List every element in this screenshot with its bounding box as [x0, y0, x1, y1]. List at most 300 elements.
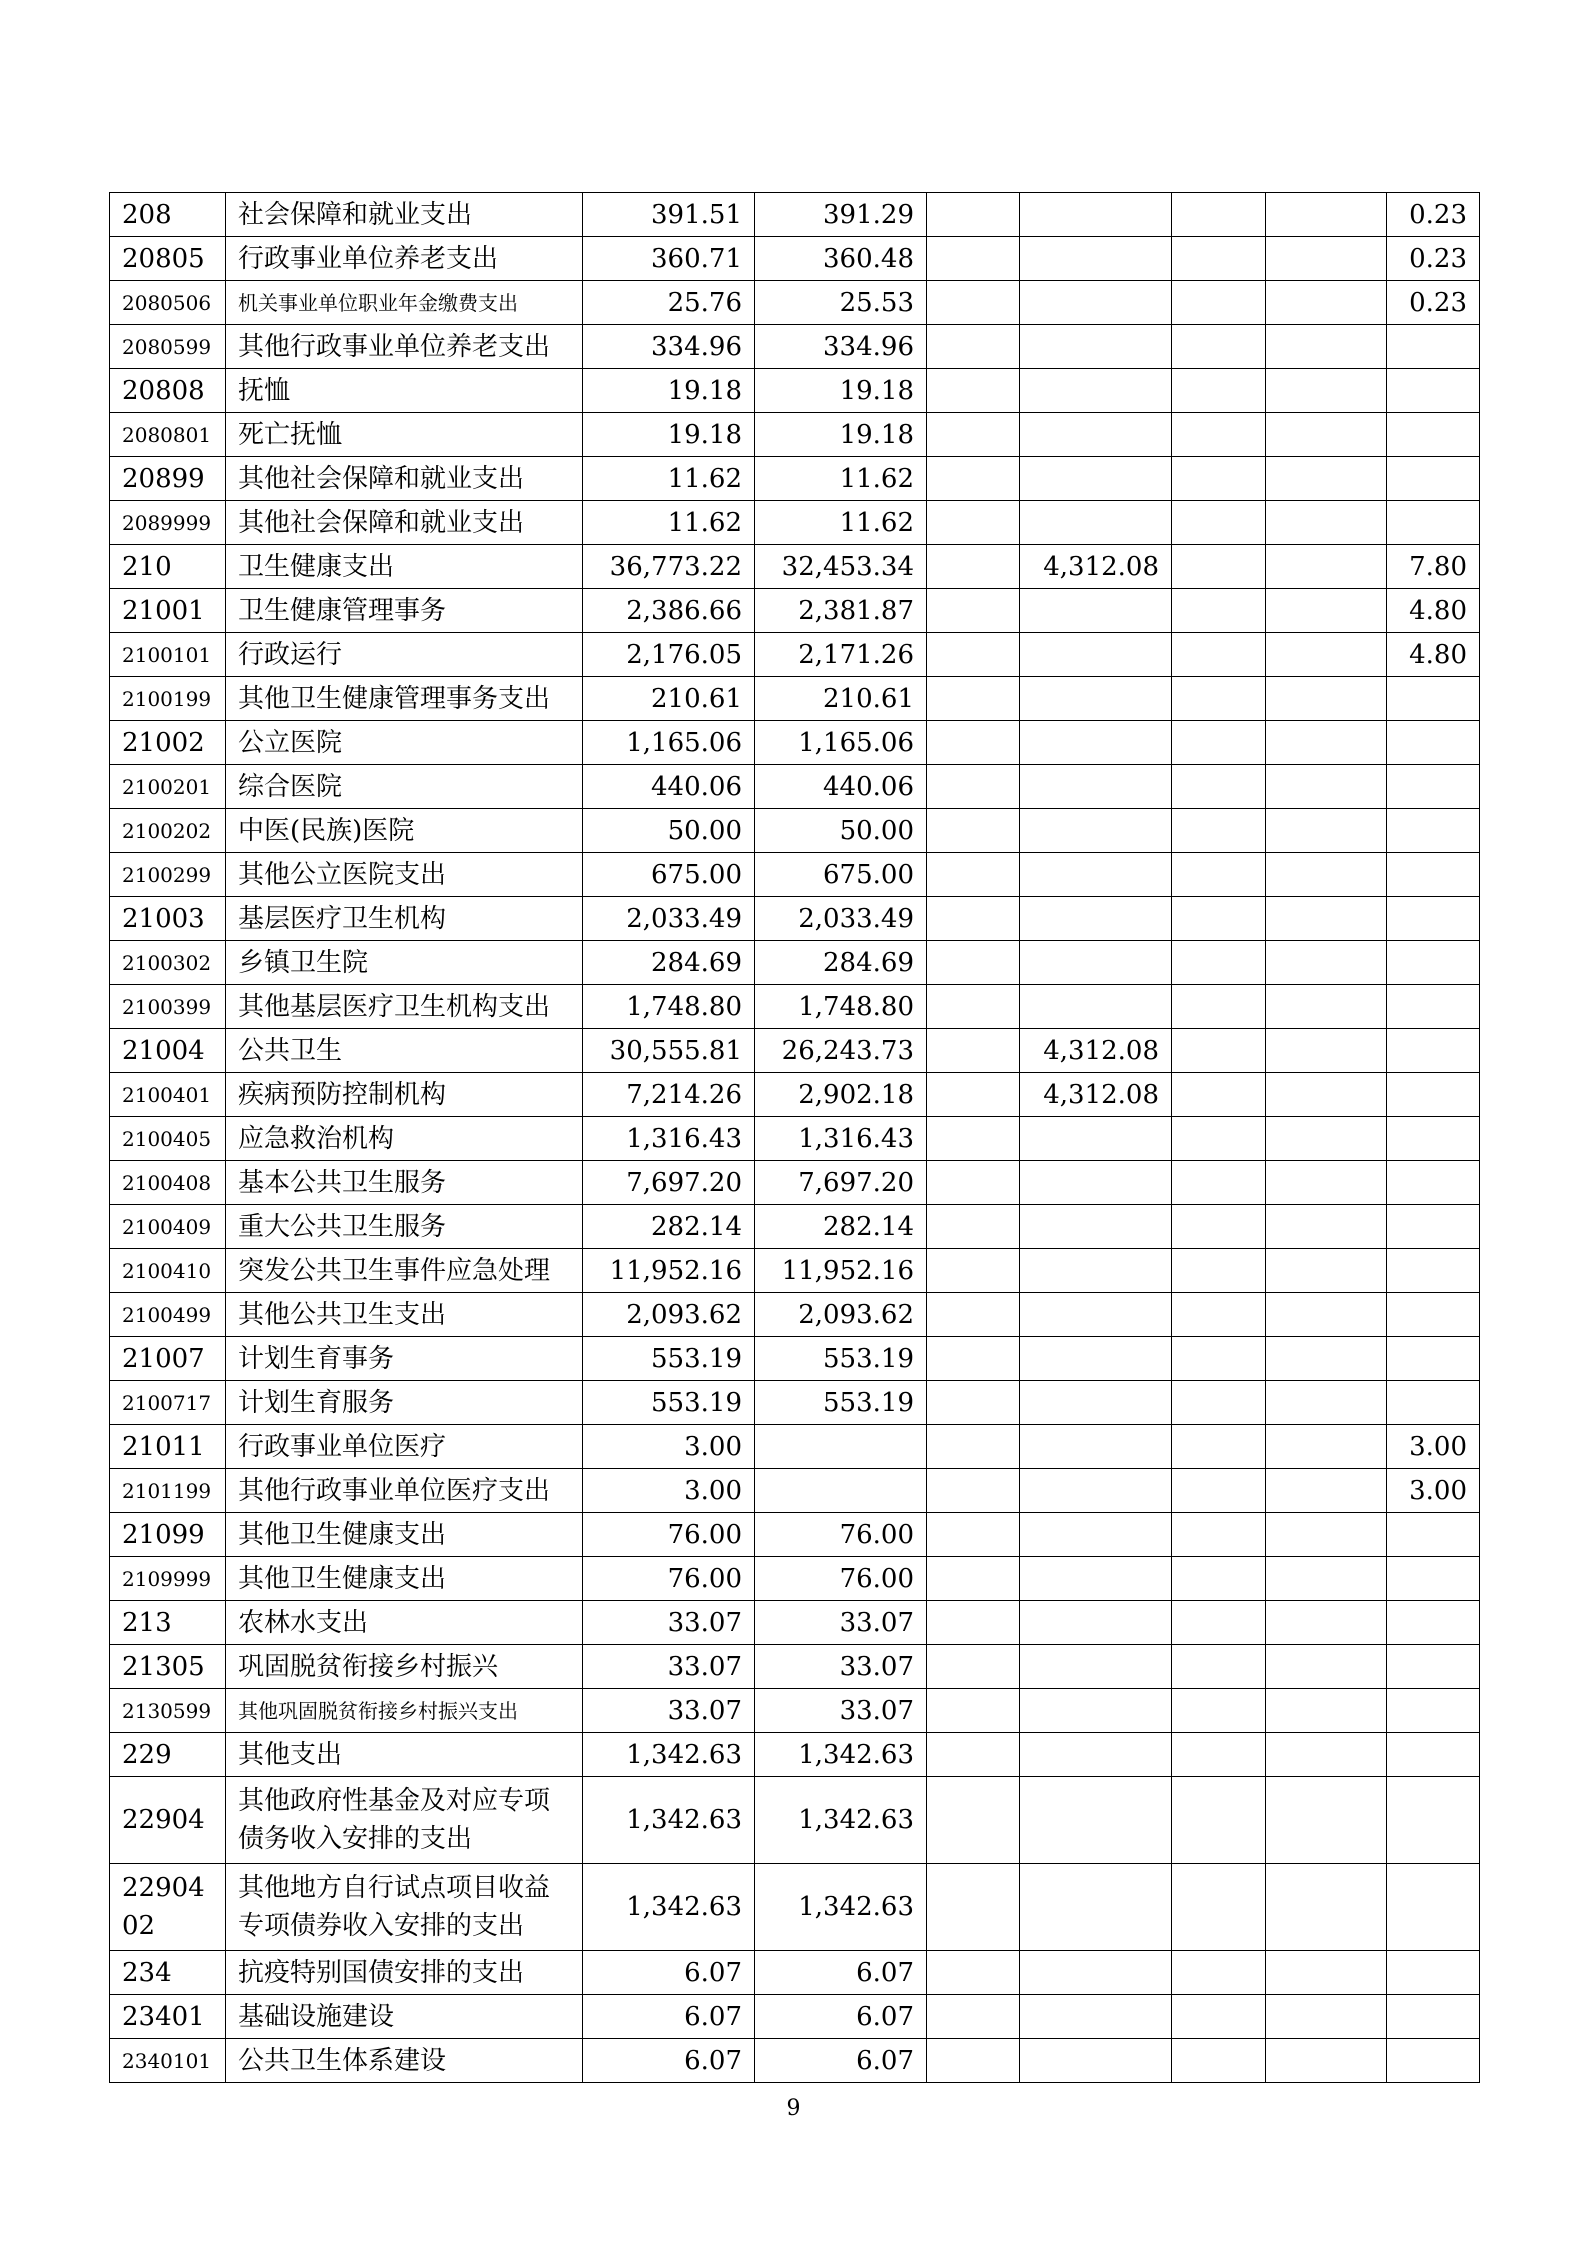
col-6-cell [1266, 1601, 1387, 1645]
col-6-cell [1266, 2039, 1387, 2083]
col-7-cell [1387, 1864, 1480, 1951]
col-6-cell [1266, 1161, 1387, 1205]
total-cell: 675.00 [583, 853, 755, 897]
total-cell: 1,342.63 [583, 1733, 755, 1777]
subject-code-cell: 21003 [110, 897, 226, 941]
col-3-cell [927, 809, 1020, 853]
col-7-cell [1387, 1733, 1480, 1777]
col-5-cell [1172, 369, 1266, 413]
col-4-cell: 4,312.08 [1020, 545, 1172, 589]
subject-code-cell: 2340101 [110, 2039, 226, 2083]
col-2-cell: 553.19 [755, 1381, 927, 1425]
col-4-cell [1020, 457, 1172, 501]
col-6-cell [1266, 1777, 1387, 1864]
total-cell: 6.07 [583, 1995, 755, 2039]
col-5-cell [1172, 853, 1266, 897]
subject-code-cell: 2089999 [110, 501, 226, 545]
subject-name-cell: 巩固脱贫衔接乡村振兴 [226, 1645, 583, 1689]
col-4-cell [1020, 1995, 1172, 2039]
subject-code-cell: 2080801 [110, 413, 226, 457]
col-4-cell [1020, 501, 1172, 545]
col-7-cell: 0.23 [1387, 193, 1480, 237]
total-cell: 1,165.06 [583, 721, 755, 765]
table-row [110, 985, 1480, 1029]
subject-code-cell [110, 1864, 226, 1951]
col-6-cell [1266, 897, 1387, 941]
col-7-cell [1387, 1513, 1480, 1557]
total-cell: 282.14 [583, 1205, 755, 1249]
subject-name-cell: 疾病预防控制机构 [226, 1073, 583, 1117]
col-5-cell [1172, 1073, 1266, 1117]
col-2-cell: 11.62 [755, 457, 927, 501]
col-7-cell [1387, 413, 1480, 457]
table-row [110, 1864, 1480, 1951]
col-4-cell [1020, 853, 1172, 897]
col-3-cell [927, 1425, 1020, 1469]
col-2-cell: 2,093.62 [755, 1293, 927, 1337]
col-5-cell [1172, 545, 1266, 589]
table-row [110, 721, 1480, 765]
col-6-cell [1266, 325, 1387, 369]
subject-code-cell: 2100408 [110, 1161, 226, 1205]
col-6-cell [1266, 281, 1387, 325]
col-4-cell [1020, 1161, 1172, 1205]
col-3-cell [927, 1381, 1020, 1425]
col-5-cell [1172, 1117, 1266, 1161]
table-row [110, 1557, 1480, 1601]
subject-name-cell: 抗疫特别国债安排的支出 [226, 1951, 583, 1995]
col-3-cell [927, 1689, 1020, 1733]
col-7-cell [1387, 809, 1480, 853]
col-7-cell [1387, 325, 1480, 369]
col-5-cell [1172, 1777, 1266, 1864]
col-3-cell [927, 1161, 1020, 1205]
subject-code-cell: 2100399 [110, 985, 226, 1029]
col-3-cell [927, 1469, 1020, 1513]
col-4-cell [1020, 1513, 1172, 1557]
table-row [110, 1425, 1480, 1469]
col-4-cell [1020, 1205, 1172, 1249]
col-6-cell [1266, 1117, 1387, 1161]
table-row [110, 501, 1480, 545]
total-cell: 3.00 [583, 1425, 755, 1469]
col-4-cell [1020, 1864, 1172, 1951]
subject-name-cell: 乡镇卫生院 [226, 941, 583, 985]
total-cell: 334.96 [583, 325, 755, 369]
table-row [110, 765, 1480, 809]
col-4-cell [1020, 677, 1172, 721]
col-6-cell [1266, 1073, 1387, 1117]
col-5-cell [1172, 281, 1266, 325]
col-3-cell [927, 853, 1020, 897]
col-7-cell: 3.00 [1387, 1469, 1480, 1513]
subject-code-cell: 2100101 [110, 633, 226, 677]
col-7-cell [1387, 941, 1480, 985]
table-row [110, 589, 1480, 633]
table-row [110, 853, 1480, 897]
col-4-cell [1020, 1951, 1172, 1995]
col-2-cell: 391.29 [755, 193, 927, 237]
subject-name-cell: 其他公共卫生支出 [226, 1293, 583, 1337]
subject-name-cell: 突发公共卫生事件应急处理 [226, 1249, 583, 1293]
col-5-cell [1172, 1161, 1266, 1205]
total-cell: 19.18 [583, 369, 755, 413]
subject-code-cell: 21007 [110, 1337, 226, 1381]
subject-code-cell: 20805 [110, 237, 226, 281]
subject-name-cell: 其他卫生健康支出 [226, 1557, 583, 1601]
total-cell: 284.69 [583, 941, 755, 985]
subject-name-cell: 其他卫生健康管理事务支出 [226, 677, 583, 721]
col-2-cell: 50.00 [755, 809, 927, 853]
subject-code-cell: 2080599 [110, 325, 226, 369]
col-6-cell [1266, 501, 1387, 545]
total-cell: 76.00 [583, 1557, 755, 1601]
table-row [110, 677, 1480, 721]
subject-code-cell: 213 [110, 1601, 226, 1645]
col-6-cell [1266, 237, 1387, 281]
total-cell: 33.07 [583, 1689, 755, 1733]
col-7-cell [1387, 1205, 1480, 1249]
col-2-cell: 2,381.87 [755, 589, 927, 633]
col-2-cell: 334.96 [755, 325, 927, 369]
col-6-cell [1266, 589, 1387, 633]
subject-name-cell: 重大公共卫生服务 [226, 1205, 583, 1249]
subject-name-cell: 行政运行 [226, 633, 583, 677]
col-3-cell [927, 1645, 1020, 1689]
col-5-cell [1172, 1995, 1266, 2039]
col-5-cell [1172, 809, 1266, 853]
col-6-cell [1266, 985, 1387, 1029]
total-cell: 2,093.62 [583, 1293, 755, 1337]
col-6-cell [1266, 1513, 1387, 1557]
col-7-cell [1387, 721, 1480, 765]
col-5-cell [1172, 589, 1266, 633]
table-row [110, 1733, 1480, 1777]
total-cell: 553.19 [583, 1381, 755, 1425]
col-7-cell [1387, 985, 1480, 1029]
col-2-cell: 33.07 [755, 1645, 927, 1689]
total-cell: 1,748.80 [583, 985, 755, 1029]
col-3-cell [927, 193, 1020, 237]
subject-code-cell: 21002 [110, 721, 226, 765]
col-4-cell: 4,312.08 [1020, 1073, 1172, 1117]
subject-code-cell: 2130599 [110, 1689, 226, 1733]
subject-code-cell: 2100199 [110, 677, 226, 721]
total-cell: 553.19 [583, 1337, 755, 1381]
table-row [110, 941, 1480, 985]
col-7-cell [1387, 457, 1480, 501]
col-5-cell [1172, 985, 1266, 1029]
col-2-cell: 1,748.80 [755, 985, 927, 1029]
total-cell: 210.61 [583, 677, 755, 721]
table-row [110, 193, 1480, 237]
subject-name-cell: 其他支出 [226, 1733, 583, 1777]
col-7-cell: 3.00 [1387, 1425, 1480, 1469]
col-7-cell [1387, 1557, 1480, 1601]
col-5-cell [1172, 1689, 1266, 1733]
col-6-cell [1266, 1689, 1387, 1733]
col-2-cell: 19.18 [755, 369, 927, 413]
subject-name-cell: 其他基层医疗卫生机构支出 [226, 985, 583, 1029]
subject-name-cell: 农林水支出 [226, 1601, 583, 1645]
table-row [110, 545, 1480, 589]
subject-name-cell: 公立医院 [226, 721, 583, 765]
table-row [110, 1645, 1480, 1689]
col-2-cell: 76.00 [755, 1513, 927, 1557]
col-6-cell [1266, 853, 1387, 897]
col-3-cell [927, 677, 1020, 721]
subject-code-cell: 234 [110, 1951, 226, 1995]
total-cell: 50.00 [583, 809, 755, 853]
col-4-cell [1020, 1469, 1172, 1513]
subject-code-cell: 2100202 [110, 809, 226, 853]
col-7-cell [1387, 677, 1480, 721]
col-6-cell [1266, 1645, 1387, 1689]
col-4-cell [1020, 1557, 1172, 1601]
col-7-cell [1387, 1777, 1480, 1864]
col-3-cell [927, 369, 1020, 413]
col-3-cell [927, 1513, 1020, 1557]
subject-name-cell: 抚恤 [226, 369, 583, 413]
subject-code-cell: 2100201 [110, 765, 226, 809]
col-5-cell [1172, 1601, 1266, 1645]
subject-name-cell: 其他巩固脱贫衔接乡村振兴支出 [226, 1689, 583, 1733]
col-2-cell: 26,243.73 [755, 1029, 927, 1073]
table-row [110, 1073, 1480, 1117]
subject-name-cell: 社会保障和就业支出 [226, 193, 583, 237]
subject-code-cell: 2100299 [110, 853, 226, 897]
col-3-cell [927, 1029, 1020, 1073]
total-cell: 6.07 [583, 2039, 755, 2083]
total-cell: 1,342.63 [583, 1777, 755, 1864]
col-5-cell [1172, 1029, 1266, 1073]
col-2-cell: 675.00 [755, 853, 927, 897]
col-6-cell [1266, 413, 1387, 457]
col-5-cell [1172, 237, 1266, 281]
subject-name-cell: 其他社会保障和就业支出 [226, 501, 583, 545]
subject-code-cell: 23401 [110, 1995, 226, 2039]
total-cell: 30,555.81 [583, 1029, 755, 1073]
subject-code-cell: 21011 [110, 1425, 226, 1469]
subject-name-cell: 其他卫生健康支出 [226, 1513, 583, 1557]
subject-name-cell: 应急救治机构 [226, 1117, 583, 1161]
col-4-cell: 4,312.08 [1020, 1029, 1172, 1073]
table-row [110, 237, 1480, 281]
total-cell: 1,342.63 [583, 1864, 755, 1951]
subject-code-cell: 2101199 [110, 1469, 226, 1513]
subject-name-cell: 其他地方自行试点项目收益专项债券收入安排的支出 [226, 1864, 583, 1951]
col-7-cell [1387, 1029, 1480, 1073]
col-2-cell: 11.62 [755, 501, 927, 545]
col-5-cell [1172, 413, 1266, 457]
col-2-cell: 284.69 [755, 941, 927, 985]
total-cell: 2,176.05 [583, 633, 755, 677]
subject-name-cell: 基层医疗卫生机构 [226, 897, 583, 941]
code-line: 22904 [122, 1873, 205, 1903]
table-row [110, 413, 1480, 457]
col-7-cell [1387, 1337, 1480, 1381]
col-2-cell: 6.07 [755, 2039, 927, 2083]
col-7-cell [1387, 1293, 1480, 1337]
col-2-cell: 1,165.06 [755, 721, 927, 765]
col-4-cell [1020, 897, 1172, 941]
col-5-cell [1172, 1469, 1266, 1513]
subject-name-cell: 卫生健康管理事务 [226, 589, 583, 633]
col-7-cell [1387, 1073, 1480, 1117]
col-7-cell [1387, 1645, 1480, 1689]
col-7-cell [1387, 501, 1480, 545]
col-6-cell [1266, 721, 1387, 765]
col-2-cell: 1,316.43 [755, 1117, 927, 1161]
total-cell: 11.62 [583, 501, 755, 545]
subject-name-cell: 死亡抚恤 [226, 413, 583, 457]
col-4-cell [1020, 1689, 1172, 1733]
col-3-cell [927, 1951, 1020, 1995]
col-3-cell [927, 1337, 1020, 1381]
col-7-cell: 0.23 [1387, 237, 1480, 281]
col-3-cell [927, 1293, 1020, 1337]
col-3-cell [927, 1995, 1020, 2039]
total-cell: 1,316.43 [583, 1117, 755, 1161]
col-6-cell [1266, 1249, 1387, 1293]
subject-name-cell: 公共卫生 [226, 1029, 583, 1073]
table-row [110, 1205, 1480, 1249]
col-4-cell [1020, 193, 1172, 237]
col-5-cell [1172, 1293, 1266, 1337]
total-cell: 11,952.16 [583, 1249, 755, 1293]
subject-code-cell: 21001 [110, 589, 226, 633]
col-2-cell [755, 1425, 927, 1469]
table-row [110, 1161, 1480, 1205]
col-3-cell [927, 941, 1020, 985]
col-7-cell [1387, 1995, 1480, 2039]
col-5-cell [1172, 457, 1266, 501]
col-6-cell [1266, 457, 1387, 501]
col-3-cell [927, 1205, 1020, 1249]
col-7-cell [1387, 1249, 1480, 1293]
col-6-cell [1266, 1337, 1387, 1381]
col-3-cell [927, 721, 1020, 765]
col-2-cell: 32,453.34 [755, 545, 927, 589]
total-cell: 3.00 [583, 1469, 755, 1513]
col-3-cell [927, 281, 1020, 325]
col-4-cell [1020, 1601, 1172, 1645]
col-3-cell [927, 897, 1020, 941]
col-4-cell [1020, 2039, 1172, 2083]
col-4-cell [1020, 413, 1172, 457]
col-4-cell [1020, 1293, 1172, 1337]
total-cell: 33.07 [583, 1645, 755, 1689]
col-5-cell [1172, 897, 1266, 941]
total-cell: 11.62 [583, 457, 755, 501]
table-row [110, 1513, 1480, 1557]
col-6-cell [1266, 1469, 1387, 1513]
col-2-cell: 19.18 [755, 413, 927, 457]
col-5-cell [1172, 2039, 1266, 2083]
table-body [110, 193, 1480, 2083]
total-cell: 391.51 [583, 193, 755, 237]
col-3-cell [927, 457, 1020, 501]
col-3-cell [927, 1557, 1020, 1601]
col-4-cell [1020, 633, 1172, 677]
subject-code-cell: 21099 [110, 1513, 226, 1557]
col-2-cell: 2,033.49 [755, 897, 927, 941]
col-2-cell: 11,952.16 [755, 1249, 927, 1293]
subject-name-cell: 计划生育服务 [226, 1381, 583, 1425]
col-7-cell [1387, 1161, 1480, 1205]
col-5-cell [1172, 1557, 1266, 1601]
col-3-cell [927, 589, 1020, 633]
col-7-cell: 4.80 [1387, 589, 1480, 633]
total-cell: 6.07 [583, 1951, 755, 1995]
subject-code-cell: 208 [110, 193, 226, 237]
subject-code-cell: 2080506 [110, 281, 226, 325]
col-2-cell: 33.07 [755, 1689, 927, 1733]
total-cell: 2,033.49 [583, 897, 755, 941]
col-6-cell [1266, 765, 1387, 809]
col-6-cell [1266, 1557, 1387, 1601]
subject-code-cell: 21004 [110, 1029, 226, 1073]
total-cell: 7,697.20 [583, 1161, 755, 1205]
col-7-cell [1387, 1689, 1480, 1733]
subject-name-cell: 基础设施建设 [226, 1995, 583, 2039]
col-5-cell [1172, 721, 1266, 765]
subject-code-cell: 2100405 [110, 1117, 226, 1161]
col-3-cell [927, 501, 1020, 545]
col-4-cell [1020, 1645, 1172, 1689]
col-2-cell: 6.07 [755, 1951, 927, 1995]
col-7-cell [1387, 1601, 1480, 1645]
page-number: 9 [786, 2096, 801, 2121]
subject-code-cell: 21305 [110, 1645, 226, 1689]
col-4-cell [1020, 589, 1172, 633]
table-row [110, 2039, 1480, 2083]
col-3-cell [927, 2039, 1020, 2083]
table-row [110, 1381, 1480, 1425]
col-2-cell: 360.48 [755, 237, 927, 281]
col-7-cell: 0.23 [1387, 281, 1480, 325]
col-5-cell [1172, 1951, 1266, 1995]
col-3-cell [927, 1117, 1020, 1161]
col-4-cell [1020, 721, 1172, 765]
col-7-cell: 4.80 [1387, 633, 1480, 677]
subject-code-cell: 2100717 [110, 1381, 226, 1425]
col-6-cell [1266, 193, 1387, 237]
col-6-cell [1266, 1029, 1387, 1073]
col-2-cell: 33.07 [755, 1601, 927, 1645]
col-6-cell [1266, 545, 1387, 589]
col-4-cell [1020, 1777, 1172, 1864]
col-2-cell: 1,342.63 [755, 1733, 927, 1777]
total-cell: 19.18 [583, 413, 755, 457]
col-5-cell [1172, 633, 1266, 677]
table-row [110, 1601, 1480, 1645]
col-4-cell [1020, 325, 1172, 369]
col-3-cell [927, 985, 1020, 1029]
col-5-cell [1172, 1337, 1266, 1381]
table-row [110, 281, 1480, 325]
col-6-cell [1266, 1205, 1387, 1249]
col-6-cell [1266, 809, 1387, 853]
col-6-cell [1266, 1995, 1387, 2039]
table-row [110, 809, 1480, 853]
col-6-cell [1266, 941, 1387, 985]
col-2-cell: 210.61 [755, 677, 927, 721]
table-row [110, 1469, 1480, 1513]
col-6-cell [1266, 1381, 1387, 1425]
col-4-cell [1020, 1733, 1172, 1777]
col-3-cell [927, 633, 1020, 677]
